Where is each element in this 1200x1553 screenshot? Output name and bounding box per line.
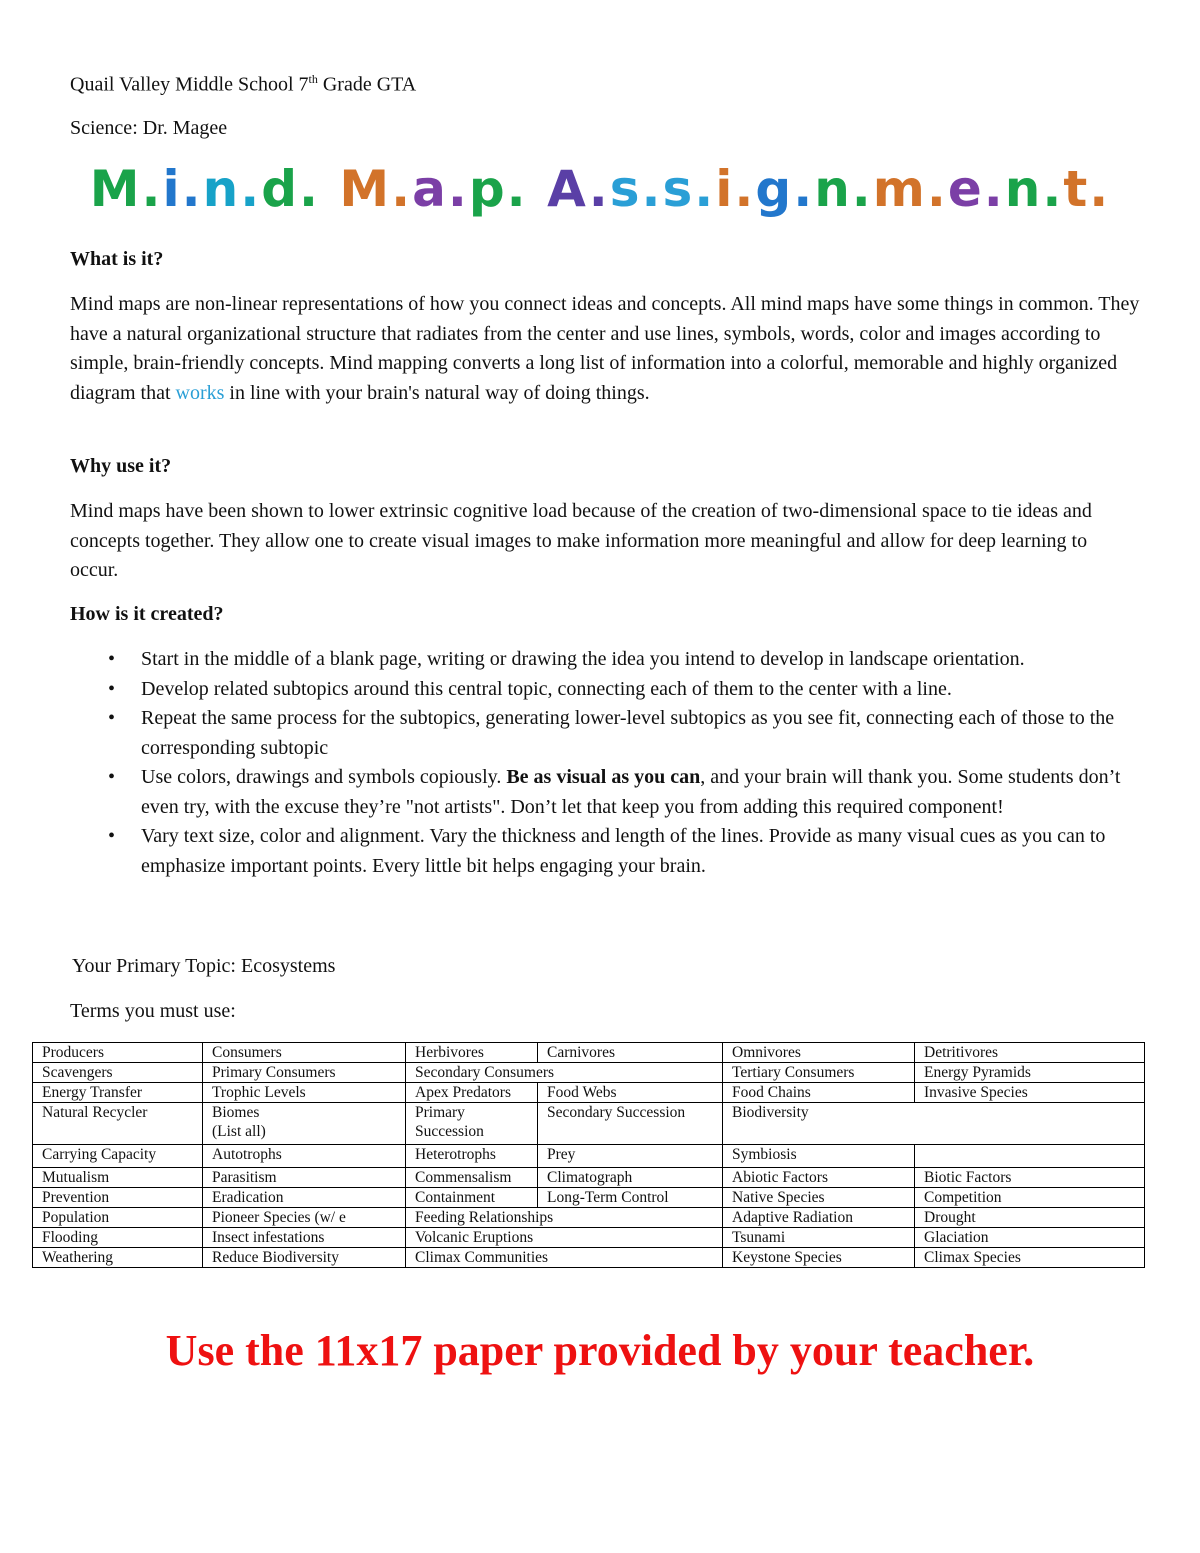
cell-line: Primary	[415, 1104, 465, 1121]
title-segment: M.	[89, 160, 163, 218]
title-segment: M.	[339, 160, 413, 218]
table-cell: Containment	[406, 1188, 538, 1208]
bullet-icon: •	[108, 766, 116, 788]
table-row	[33, 1248, 1145, 1268]
grade-label: Grade GTA	[317, 73, 417, 96]
list-item-text: Develop related subtopics around this central topic, connecting each of them to the center with a line.	[141, 677, 952, 700]
title-segment: p.	[468, 160, 528, 218]
title-segment: m.	[872, 160, 948, 218]
table-cell: Reduce Biodiversity	[203, 1248, 406, 1268]
table-cell: Parasitism	[203, 1168, 406, 1188]
table-row	[33, 1083, 1145, 1103]
why-heading: Why use it?	[70, 455, 172, 477]
table-cell: Carrying Capacity	[33, 1145, 203, 1168]
terms-table	[32, 1042, 1145, 1268]
table-cell: Competition	[915, 1188, 1145, 1208]
cell-line: (List all)	[212, 1123, 266, 1140]
table-cell: Biotic Factors	[915, 1168, 1145, 1188]
table-cell: Prey	[538, 1145, 723, 1168]
title-segment: a.	[412, 160, 469, 218]
how-list	[70, 645, 1145, 881]
table-cell: Tsunami	[723, 1228, 915, 1248]
table-cell: Consumers	[203, 1043, 406, 1063]
list-item-text: , and your brain will thank you. Some students don’t even try, with the excuse they’re "not artists". Don’t let that keep you from adding this required component!	[141, 766, 1121, 818]
table-cell: Weathering	[33, 1248, 203, 1268]
table-cell: Volcanic Eruptions	[406, 1228, 723, 1248]
table-cell: Symbiosis	[723, 1145, 915, 1168]
list-item	[70, 704, 1145, 763]
primary-topic: Your Primary Topic: Ecosystems	[72, 955, 336, 977]
terms-label: Terms you must use:	[70, 1000, 236, 1022]
table-cell: Climax Species	[915, 1248, 1145, 1268]
table-cell: Invasive Species	[915, 1083, 1145, 1103]
table-cell: Natural Recycler	[33, 1103, 203, 1145]
table-cell	[203, 1103, 406, 1145]
title-segment: n.	[1004, 160, 1064, 218]
table-cell: Secondary Succession	[538, 1103, 723, 1145]
table-cell: Omnivores	[723, 1043, 915, 1063]
title-segment: t.	[1063, 160, 1111, 218]
table-cell	[915, 1145, 1145, 1168]
table-cell: Secondary Consumers	[406, 1063, 723, 1083]
footer-instruction: Use the 11x17 paper provided by your teacher.	[165, 1326, 1035, 1375]
table-cell: Biodiversity	[723, 1103, 1145, 1145]
table-cell: Flooding	[33, 1228, 203, 1248]
cell-line: Succession	[415, 1123, 484, 1140]
table-cell: Keystone Species	[723, 1248, 915, 1268]
table-cell: Carnivores	[538, 1043, 723, 1063]
table-cell: Herbivores	[406, 1043, 538, 1063]
table-cell: Drought	[915, 1208, 1145, 1228]
how-heading: How is it created?	[70, 603, 224, 625]
bullet-icon: •	[108, 825, 116, 847]
table-cell	[406, 1103, 538, 1145]
why-paragraph: Mind maps have been shown to lower extrinsic cognitive load because of the creation of two-dimensional space to tie ideas and concepts together. They allow one to create visual images to make information more meaningful and allow for deep learning to occur.	[70, 500, 1092, 581]
table-cell: Energy Transfer	[33, 1083, 203, 1103]
table-cell: Glaciation	[915, 1228, 1145, 1248]
table-cell: Food Chains	[723, 1083, 915, 1103]
table-cell: Climax Communities	[406, 1248, 723, 1268]
list-item-text: Vary text size, color and alignment. Vary the thickness and length of the lines. Provide as many visual cues as you can to emphasize important points. Every little bit helps engaging your brain.	[141, 825, 1106, 877]
list-item-text: Start in the middle of a blank page, writing or drawing the idea you intend to develop in landscape orientation.	[141, 648, 1025, 670]
list-item	[70, 645, 1145, 675]
list-item	[70, 675, 1145, 705]
list-item	[70, 763, 1145, 822]
grade-superscript: th	[308, 72, 318, 86]
table-cell: Scavengers	[33, 1063, 203, 1083]
title-segment: e.	[947, 160, 1005, 218]
title-segment: A.	[547, 160, 610, 218]
table-row	[33, 1168, 1145, 1188]
table-cell: Detritivores	[915, 1043, 1145, 1063]
bullet-icon: •	[108, 677, 116, 700]
table-cell: Abiotic Factors	[723, 1168, 915, 1188]
bullet-icon: •	[108, 707, 116, 729]
table-cell: Feeding Relationships	[406, 1208, 723, 1228]
list-item	[70, 822, 1145, 881]
table-cell: Insect infestations	[203, 1228, 406, 1248]
what-text: Mind maps are non-linear representations of how you connect ideas and concepts. All mind maps have some things in common. They have a natural organizational structure that radiates from the center and use lines, symbols, words, color and images according to simple, brain-friendly concepts. Mind mapping converts a long list of information into a colorful, memorable and highly organized diagram that	[70, 293, 1140, 404]
list-item-text: Use colors, drawings and symbols copiously.	[141, 766, 507, 788]
table-cell: Trophic Levels	[203, 1083, 406, 1103]
what-text-end: in line with your brain's natural way of doing things.	[224, 381, 650, 404]
title-segment: d.	[261, 160, 320, 218]
table-cell: Pioneer Species (w/ e	[203, 1208, 406, 1228]
table-cell: Eradication	[203, 1188, 406, 1208]
table-cell: Adaptive Radiation	[723, 1208, 915, 1228]
emphasis-text: Be as visual as you can	[506, 766, 701, 788]
cell-line: Biomes	[212, 1104, 260, 1121]
table-row	[33, 1145, 1145, 1168]
table-cell: Autotrophs	[203, 1145, 406, 1168]
table-cell: Long-Term Control	[538, 1188, 723, 1208]
table-cell: Commensalism	[406, 1168, 538, 1188]
table-cell: Food Webs	[538, 1083, 723, 1103]
table-cell: Apex Predators	[406, 1083, 538, 1103]
title-segment	[528, 160, 547, 218]
works-link[interactable]: works	[175, 381, 225, 404]
title-segment	[320, 160, 339, 218]
title-segment: n.	[202, 160, 262, 218]
table-cell: Heterotrophs	[406, 1145, 538, 1168]
table-cell: Climatograph	[538, 1168, 723, 1188]
table-cell: Energy Pyramids	[915, 1063, 1145, 1083]
title-segment: s.	[609, 160, 663, 218]
what-paragraph	[70, 290, 1140, 408]
table-cell: Native Species	[723, 1188, 915, 1208]
title-segment: n.	[814, 160, 873, 218]
table-row	[33, 1103, 1145, 1145]
page-title	[0, 160, 1200, 218]
school-name: Quail Valley Middle School 7	[70, 73, 309, 96]
table-row	[33, 1188, 1145, 1208]
bullet-icon: •	[108, 648, 116, 670]
what-heading: What is it?	[70, 248, 164, 270]
title-segment: g.	[755, 160, 815, 218]
table-cell: Tertiary Consumers	[723, 1063, 915, 1083]
table-cell: Prevention	[33, 1188, 203, 1208]
title-segment: i.	[715, 160, 756, 218]
table-row	[33, 1228, 1145, 1248]
list-item-text: Repeat the same process for the subtopics, generating lower-level subtopics as you see fit, connecting each of those to the corresponding subtopic	[141, 707, 1115, 759]
table-cell: Mutualism	[33, 1168, 203, 1188]
table-cell: Population	[33, 1208, 203, 1228]
table-cell: Producers	[33, 1043, 203, 1063]
table-row	[33, 1043, 1145, 1063]
title-segment: s.	[662, 160, 716, 218]
science-teacher: Science: Dr. Magee	[70, 117, 228, 139]
table-cell: Primary Consumers	[203, 1063, 406, 1083]
school-header	[70, 72, 416, 97]
table-row	[33, 1208, 1145, 1228]
table-row	[33, 1063, 1145, 1083]
title-segment: i.	[162, 160, 203, 218]
